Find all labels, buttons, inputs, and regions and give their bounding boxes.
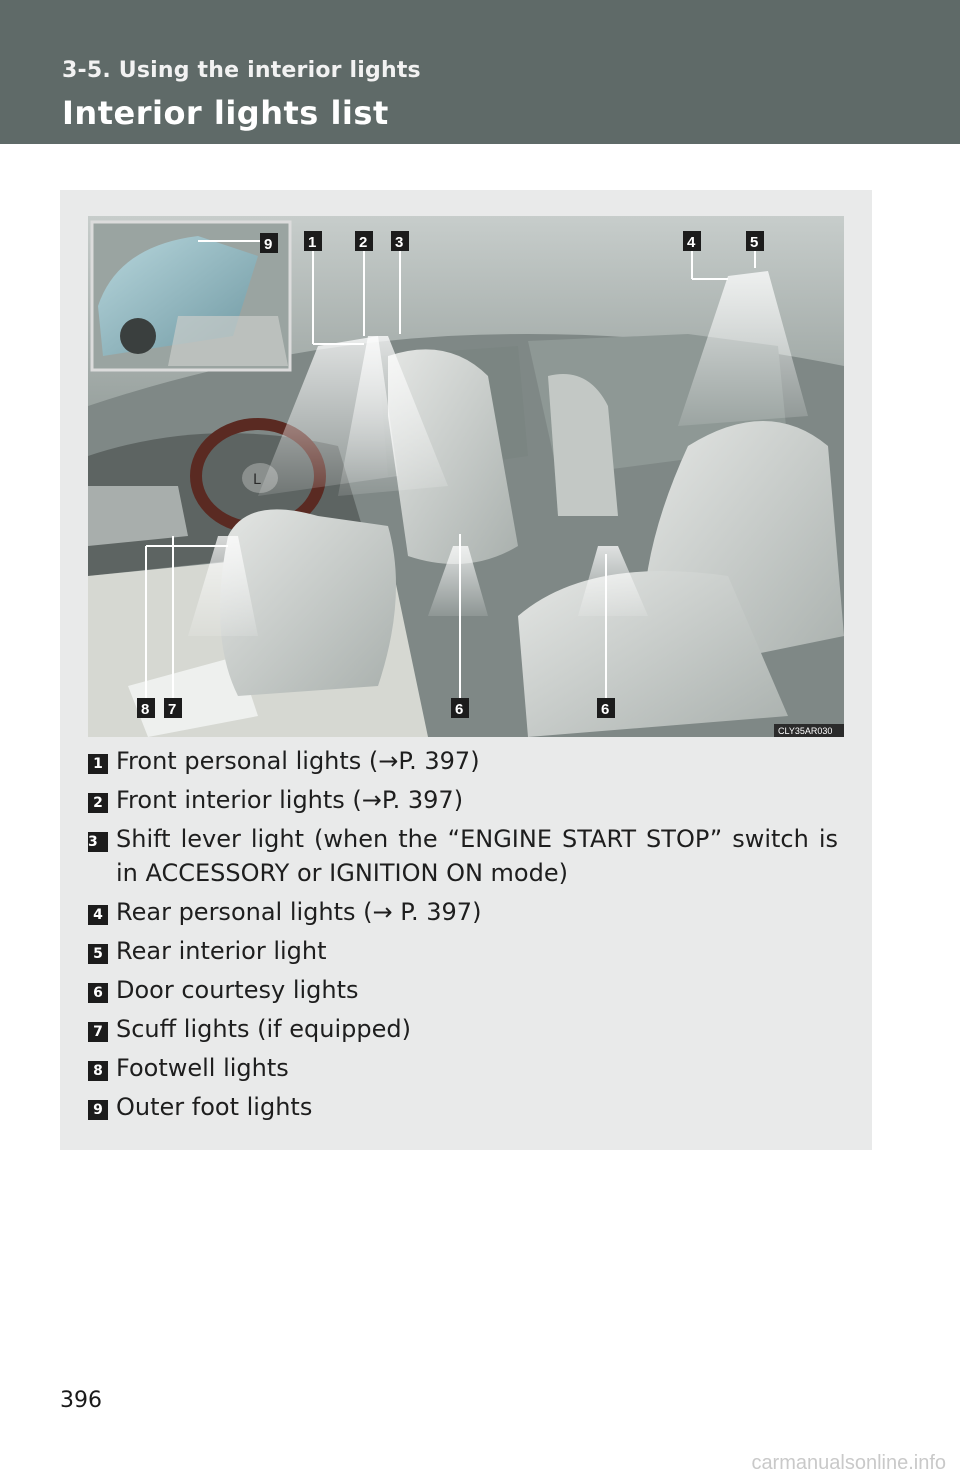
brand-emblem: L (253, 472, 261, 488)
list-number: 2 (88, 793, 108, 813)
callout-2: 2 (359, 234, 368, 251)
list-item-3 (88, 822, 838, 890)
list-item-5 (88, 934, 838, 968)
list-number: 4 (88, 905, 108, 925)
callout-1: 1 (308, 234, 317, 251)
list-item-text: Front interior lights (→P. 397) (116, 786, 464, 814)
list-number: 8 (88, 1061, 108, 1081)
list-item-text: Rear interior light (116, 937, 327, 965)
list-item-1 (88, 744, 838, 778)
list-item-text: Shift lever light (when the “ENGINE START STOP” switch is in ACCESSORY or IGNITION ON mode) (116, 825, 838, 887)
page-number: 396 (60, 1388, 102, 1413)
list-item-text: Front personal lights (→P. 397) (116, 747, 480, 775)
list-item-text: Outer foot lights (116, 1093, 313, 1121)
list-item-text: Door courtesy lights (116, 976, 359, 1004)
callout-8: 8 (141, 701, 150, 718)
list-item-text: Rear personal lights (→ P. 397) (116, 898, 482, 926)
watermark: carmanualsonline.info (751, 1452, 946, 1474)
list-number: 3 (88, 832, 108, 852)
list-item-6 (88, 973, 838, 1007)
list-number: 1 (88, 754, 108, 774)
list-number: 5 (88, 944, 108, 964)
list-item-8 (88, 1051, 838, 1085)
callout-3: 3 (395, 234, 404, 251)
list-number: 7 (88, 1022, 108, 1042)
section-label: 3-5. Using the interior lights (62, 58, 421, 83)
figure-code: CLY35AR030 (778, 726, 833, 736)
list-item-4 (88, 895, 838, 929)
list-number: 6 (88, 983, 108, 1003)
list-item-text: Footwell lights (116, 1054, 289, 1082)
list-item-text: Scuff lights (if equipped) (116, 1015, 411, 1043)
page-header (0, 0, 960, 144)
page-title: Interior lights list (62, 94, 389, 132)
interior-lights-illustration (88, 216, 844, 737)
list-item-7 (88, 1012, 838, 1046)
callout-6a: 6 (455, 701, 464, 718)
list-number: 9 (88, 1100, 108, 1120)
callout-9: 9 (264, 236, 273, 253)
callout-6b: 6 (601, 701, 610, 718)
callout-4: 4 (687, 234, 696, 251)
list-item-2 (88, 783, 838, 817)
callout-7: 7 (168, 701, 177, 718)
lights-list (88, 744, 838, 1129)
callout-5: 5 (750, 234, 759, 251)
list-item-9 (88, 1090, 838, 1124)
